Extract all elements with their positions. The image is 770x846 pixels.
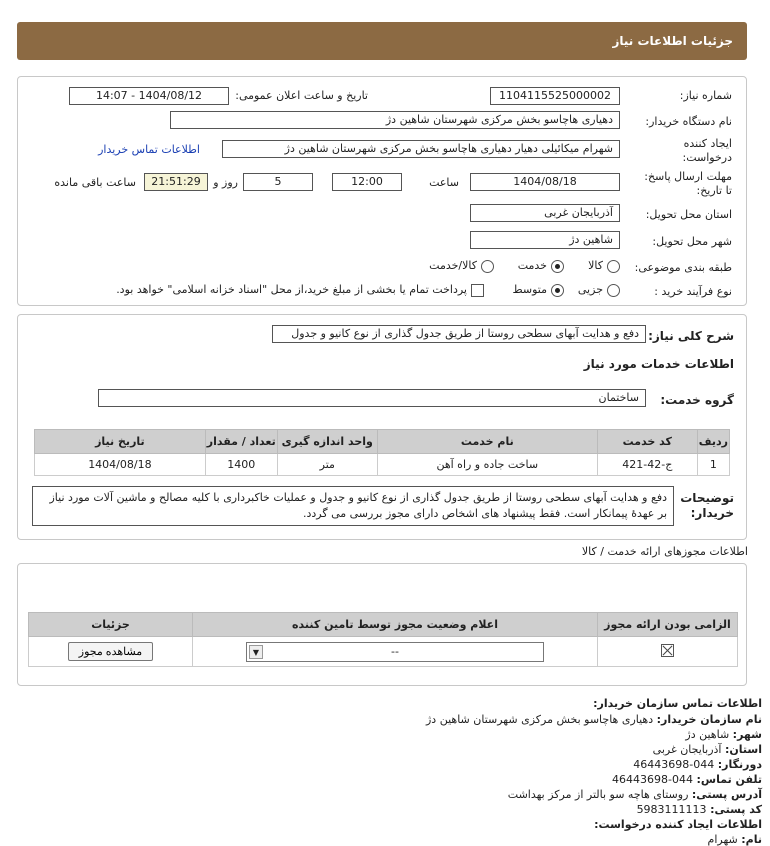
col-unit: واحد اندازه گیری xyxy=(277,430,377,454)
contact-phone: تلفن تماس: 044-46443698 xyxy=(612,773,762,786)
summary-field: دفع و هدایت آبهای سطحی روستا از طریق جدول گذاری از نوع کانیو و جدول xyxy=(272,325,646,343)
category-option-goods[interactable]: کالا xyxy=(588,259,620,273)
cell-status xyxy=(193,637,598,667)
table-row xyxy=(29,637,738,667)
service-table-header xyxy=(35,430,730,454)
service-group-field: ساختمان xyxy=(98,389,646,407)
days-field: 5 xyxy=(243,173,313,191)
cell-service-name: ساخت جاده و راه آهن xyxy=(377,454,597,476)
deadline-time-field: 12:00 xyxy=(332,173,402,191)
time-label: ساعت xyxy=(429,176,459,189)
col-details: جزئیات xyxy=(29,613,193,637)
services-heading: اطلاعات خدمات مورد نیاز xyxy=(583,357,734,371)
city-field: شاهین دژ xyxy=(470,231,620,249)
buyer-label: نام دستگاه خریدار: xyxy=(645,115,732,128)
remaining-label: ساعت باقی مانده xyxy=(54,176,136,189)
col-row: ردیف xyxy=(697,430,729,454)
deadline-label: مهلت ارسال پاسخ: تا تاریخ: xyxy=(644,170,732,197)
page-title: جزئیات اطلاعات نیاز xyxy=(612,34,733,48)
permits-panel xyxy=(17,563,747,686)
contact-heading: اطلاعات تماس سازمان خریدار: xyxy=(593,697,762,710)
deadline-date-field: 1404/08/18 xyxy=(470,173,620,191)
category-option-goods-service[interactable]: کالا/خدمت xyxy=(429,259,494,273)
creator-field: شهرام میکائیلی دهیار دهیاری هاچاسو بخش مرکزی شهرستان شاهین دژ xyxy=(222,140,620,158)
col-service-code: کد خدمت xyxy=(597,430,697,454)
announce-field: 1404/08/12 - 14:07 xyxy=(69,87,229,105)
treasury-checkbox[interactable] xyxy=(471,284,484,297)
remaining-time-field: 21:51:29 xyxy=(144,173,208,191)
col-need-date: تاریخ نیاز xyxy=(35,430,206,454)
cell-details xyxy=(29,637,193,667)
contact-postal: کد پستی: 5983111113 xyxy=(636,803,762,816)
cell-row: 1 xyxy=(697,454,729,476)
contact-org: نام سازمان خریدار: دهیاری هاچاسو بخش مرکزی شهرستان شاهین دژ xyxy=(426,713,762,726)
cell-unit: متر xyxy=(277,454,377,476)
page-header xyxy=(17,22,747,60)
view-permit-button[interactable]: مشاهده مجوز xyxy=(68,642,153,661)
table-row xyxy=(35,454,730,476)
radio-service[interactable] xyxy=(551,260,564,273)
cell-need-date: 1404/08/18 xyxy=(35,454,206,476)
buyer-notes-field: دفع و هدایت آبهای سطحی روستا از طریق جدول گذاری از نوع کانیو و جدول و عملیات خاکبرداری با کلیه مصالح و ماشین آلات مورد نیاز بر عهدۀ پیمانکار است. فقط پیشنهاد های اشخاص دارای مجوز بررسی می گردد. xyxy=(32,486,674,526)
cell-required xyxy=(598,637,738,667)
process-option-medium[interactable]: متوسط xyxy=(512,283,564,297)
radio-minor[interactable] xyxy=(607,284,620,297)
treasury-payment-option[interactable]: پرداخت تمام یا بخشی از مبلغ خرید،از محل "اسناد خزانه اسلامی" خواهد بود. xyxy=(116,283,484,297)
chevron-down-icon: ▼ xyxy=(249,645,263,659)
summary-panel xyxy=(17,314,747,540)
permits-table xyxy=(28,612,738,667)
buyer-field: دهیاری هاچاسو بخش مرکزی شهرستان شاهین دژ xyxy=(170,111,620,129)
col-status: اعلام وضعیت مجوز توسط تامین کننده xyxy=(193,613,598,637)
announce-label: تاریخ و ساعت اعلان عمومی: xyxy=(235,89,368,102)
permits-table-header xyxy=(29,613,738,637)
creator-heading: اطلاعات ایجاد کننده درخواست: xyxy=(594,818,762,831)
summary-label: شرح کلی نیاز: xyxy=(648,329,734,343)
radio-goods[interactable] xyxy=(607,260,620,273)
service-group-label: گروه خدمت: xyxy=(660,393,734,407)
creator-label: ایجاد کننده درخواست: xyxy=(682,137,732,164)
col-required: الزامی بودن ارائه مجوز xyxy=(598,613,738,637)
radio-medium[interactable] xyxy=(551,284,564,297)
radio-goods-service[interactable] xyxy=(481,260,494,273)
contact-city: شهر: شاهین دژ xyxy=(685,728,762,741)
creator-name: نام: شهرام xyxy=(707,833,762,846)
buyer-contact-link[interactable]: اطلاعات تماس خریدار xyxy=(98,143,200,156)
need-number-label: شماره نیاز: xyxy=(679,89,732,102)
contact-province: استان: آذربایجان غربی xyxy=(652,743,762,756)
permits-title: اطلاعات مجوزهای ارائه خدمت / کالا xyxy=(581,545,748,558)
need-info-panel xyxy=(17,76,747,306)
required-checkbox-icon xyxy=(661,644,674,657)
cell-service-code: ج-42-421 xyxy=(597,454,697,476)
contact-address: آدرس پستی: روستای هاچه سو بالتر از مرکز بهداشت xyxy=(507,788,762,801)
need-number-field: 1104115525000002 xyxy=(490,87,620,105)
contact-fax: دورنگار: 044-46443698 xyxy=(633,758,762,771)
service-table xyxy=(34,429,730,476)
province-label: استان محل تحویل: xyxy=(645,208,732,221)
province-field: آذربایجان غربی xyxy=(470,204,620,222)
buyer-notes-label: توضیحات خریدار: xyxy=(680,491,734,520)
cell-quantity: 1400 xyxy=(205,454,277,476)
col-service-name: نام خدمت xyxy=(377,430,597,454)
category-label: طبقه بندی موضوعی: xyxy=(634,261,732,274)
process-label: نوع فرآیند خرید : xyxy=(654,285,732,298)
permit-status-select[interactable]: ▼ -- xyxy=(246,642,544,662)
process-option-minor[interactable]: جزیی xyxy=(578,283,620,297)
category-option-service[interactable]: خدمت xyxy=(518,259,564,273)
city-label: شهر محل تحویل: xyxy=(652,235,732,248)
days-label: روز و xyxy=(213,176,238,189)
col-quantity: تعداد / مقدار xyxy=(205,430,277,454)
